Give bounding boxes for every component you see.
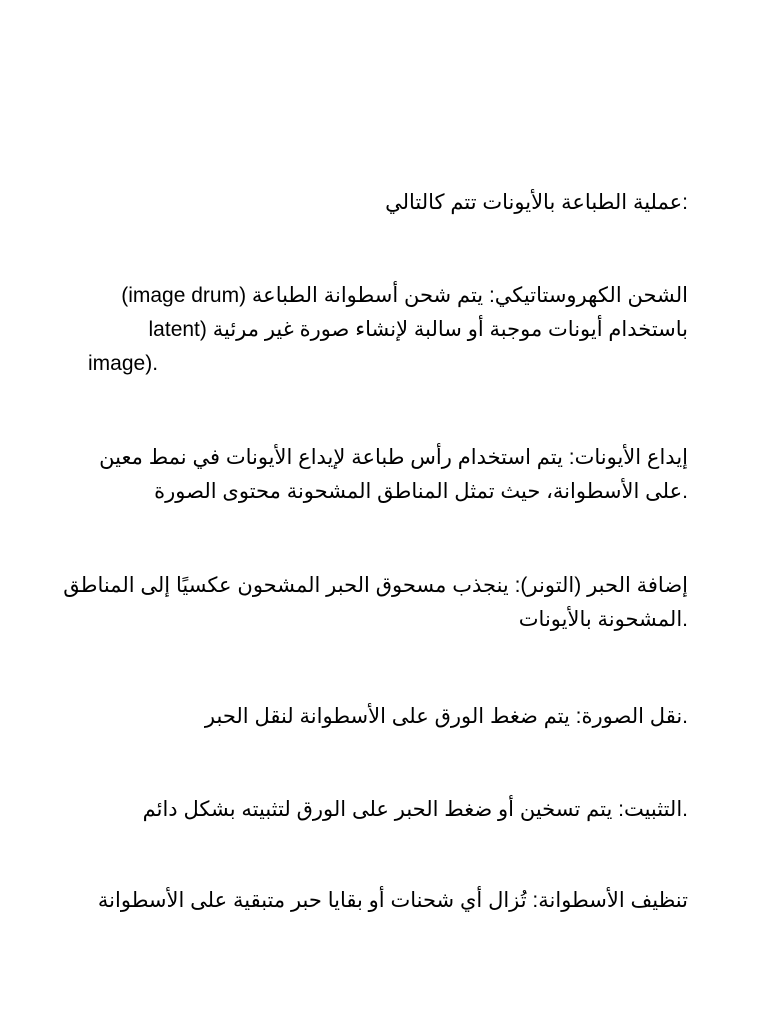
paragraph-line: image). (88, 352, 159, 375)
paragraph-line: باستخدام أيونات موجبة أو سالبة لإنشاء صورة غير مرئية (latent (148, 318, 688, 341)
paragraph-line: .التثبيت: يتم تسخين أو ضغط الحبر على الورق لتثبيته بشكل دائم (142, 798, 688, 821)
step-image-transfer (88, 700, 688, 734)
paragraph-line: .على الأسطوانة، حيث تمثل المناطق المشحونة محتوى الصورة (154, 480, 688, 503)
step-electrostatic-charging (88, 279, 688, 381)
paragraph-line: الشحن الكهروستاتيكي: يتم شحن أسطوانة الطباعة (image drum) (121, 284, 688, 307)
paragraph-line: .نقل الصورة: يتم ضغط الورق على الأسطوانة لنقل الحبر (204, 705, 688, 728)
intro-line: :عملية الطباعة بالأيونات تتم كالتالي (385, 191, 688, 214)
step-fixing (88, 793, 688, 827)
step-ion-deposition (88, 441, 688, 509)
intro-paragraph (88, 186, 688, 220)
step-drum-cleaning (88, 884, 688, 918)
paragraph-line: إضافة الحبر (التونر): ينجذب مسحوق الحبر المشحون عكسيًا إلى المناطق (63, 574, 688, 597)
step-toner-addition (63, 569, 688, 637)
paragraph-line: إيداع الأيونات: يتم استخدام رأس طباعة لإيداع الأيونات في نمط معين (99, 446, 688, 469)
paragraph-line: تنظيف الأسطوانة: تُزال أي شحنات أو بقايا حبر متبقية على الأسطوانة (97, 889, 688, 912)
paragraph-line: .المشحونة بالأيونات (518, 608, 688, 631)
